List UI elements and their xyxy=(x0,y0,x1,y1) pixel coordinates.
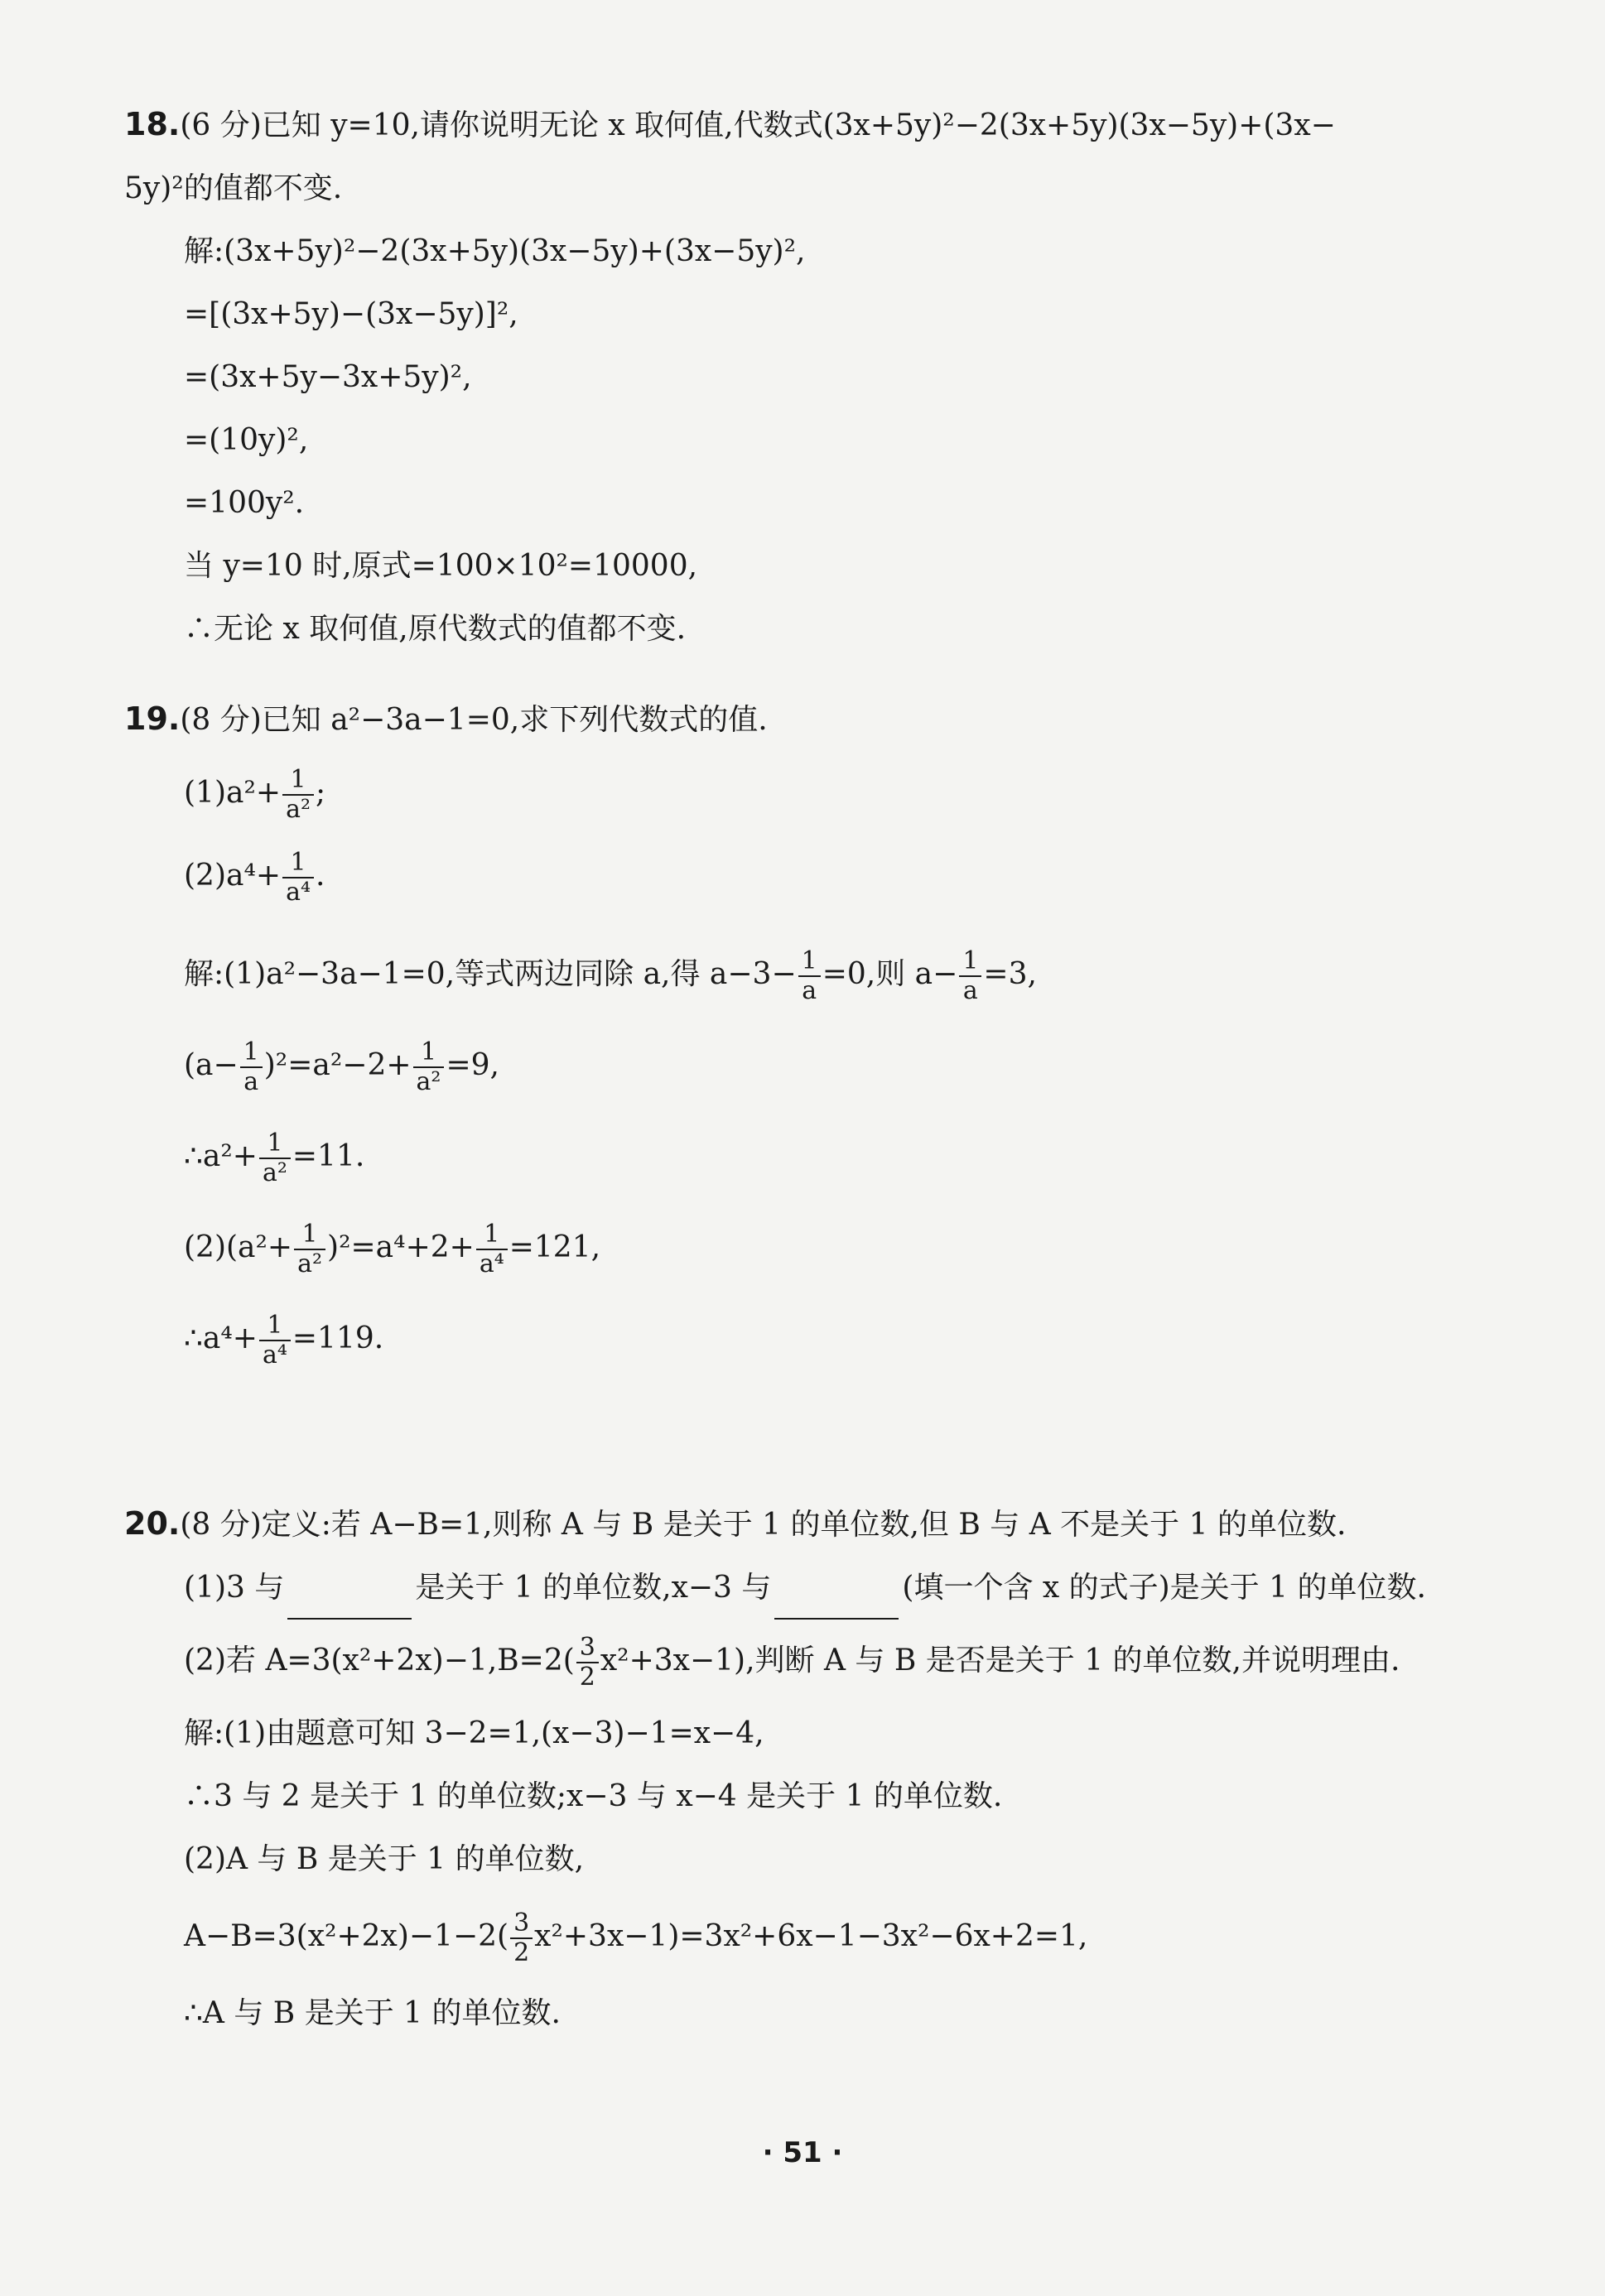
q18-solution-line: ∴无论 x 取何值,原代数式的值都不变. xyxy=(184,612,687,646)
fraction: $\frac{1}{\text{a²}}$ xyxy=(282,766,314,824)
question-19 xyxy=(124,687,1532,1384)
question-20 xyxy=(124,1492,1532,2045)
q19-stem: 19.(8 分)已知 a²−3a−1=0,求下列代数式的值. xyxy=(124,700,768,737)
q19-solution-line2: (a− $\frac{1}{a}$ )²=a²−2+ $\frac{1}{\text{a²}}$ =9, xyxy=(184,1037,499,1096)
q20-stem: 20.(8 分)定义:若 A−B=1,则称 A 与 B 是关于 1 的单位数,但 B 与 A 不是关于 1 的单位数. xyxy=(124,1505,1347,1542)
q19-solution-line1: 解:(1)a²−3a−1=0,等式两边同除 a,得 a−3− $\frac{1}{a}$ =0,则 a− $\frac{1}{a}$ =3, xyxy=(184,946,1037,1005)
q20-part2: (2)若 A=3(x²+2x)−1,B=2( $\frac{3}{2}$ x²+3x−1),判断 A 与 B 是否是关于 1 的单位数,并说明理由. xyxy=(184,1633,1400,1692)
fraction: $\frac{1}{a}$ xyxy=(240,1038,263,1096)
fraction: $\frac{1}{\text{a²}}$ xyxy=(413,1038,445,1096)
q20-solution-line5: ∴A 与 B 是关于 1 的单位数. xyxy=(184,1996,561,2030)
q20-solution-line1: 解:(1)由题意可知 3−2=1,(x−3)−1=x−4, xyxy=(184,1716,764,1750)
q20-part1: (1)3 与 是关于 1 的单位数,x−3 与 (填一个含 x 的式子)是关于 1 的单位数. xyxy=(124,1557,1532,1620)
q18-solution-line: =100y². xyxy=(184,486,305,520)
fraction: $\frac{1}{\text{a²}}$ xyxy=(294,1220,325,1278)
q19-solution-line4: (2)(a²+ $\frac{1}{\text{a²}}$ )²=a⁴+2+ $\frac{1}{\text{a⁴}}$ =121, xyxy=(184,1220,601,1278)
q18-number: 18. xyxy=(124,106,181,142)
q20-number: 20. xyxy=(124,1505,181,1542)
q18-solution-line: =(10y)², xyxy=(184,423,309,457)
fraction: $\frac{1}{a}$ xyxy=(959,947,981,1005)
fraction: $\frac{1}{\text{a⁴}}$ xyxy=(476,1220,508,1278)
q18-stem-line2: 5y)²的值都不变. xyxy=(124,171,343,205)
q18-solution-line: =(3x+5y−3x+5y)², xyxy=(184,360,472,394)
q20-solution-line2: ∴3 与 2 是关于 1 的单位数;x−3 与 x−4 是关于 1 的单位数. xyxy=(184,1779,1003,1813)
q18-solution-line: =[(3x+5y)−(3x−5y)]², xyxy=(184,297,518,331)
q20-solution-line4: A−B=3(x²+2x)−1−2( $\frac{3}{2}$ x²+3x−1)=3x²+6x−1−3x²−6x+2=1, xyxy=(184,1909,1088,1967)
fraction: $\frac{1}{a}$ xyxy=(798,947,821,1005)
q18-solution-line: 解:(3x+5y)²−2(3x+5y)(3x−5y)+(3x−5y)², xyxy=(184,234,806,268)
q19-part2: (2)a⁴+ $\frac{1}{\text{a⁴}}$ . xyxy=(184,848,325,907)
q18-solution-line: 当 y=10 时,原式=100×10²=10000, xyxy=(184,549,698,583)
fraction: $\frac{1}{\text{a⁴}}$ xyxy=(282,849,314,907)
q18-stem-line1: 18.(6 分)已知 y=10,请你说明无论 x 取何值,代数式(3x+5y)²−2(3x+5y)(3x−5y)+(3x− xyxy=(124,106,1336,142)
page-number: · 51 · xyxy=(762,2136,843,2169)
q19-part1: (1)a²+ $\frac{1}{\text{a²}}$ ; xyxy=(184,765,326,824)
question-18 xyxy=(124,93,1532,661)
fraction: $\frac{3}{2}$ xyxy=(510,1909,533,1967)
q19-solution-line5: ∴a⁴+ $\frac{1}{\text{a⁴}}$ =119. xyxy=(184,1311,384,1369)
fraction: $\frac{3}{2}$ xyxy=(576,1634,599,1692)
q19-number: 19. xyxy=(124,700,181,737)
answer-blank[interactable] xyxy=(774,1585,899,1620)
fraction: $\frac{1}{\text{a²}}$ xyxy=(259,1129,291,1187)
q19-solution-line3: ∴a²+ $\frac{1}{\text{a²}}$ =11. xyxy=(184,1129,365,1187)
q20-solution-line3: (2)A 与 B 是关于 1 的单位数, xyxy=(184,1842,585,1876)
answer-blank[interactable] xyxy=(287,1585,412,1620)
fraction: $\frac{1}{\text{a⁴}}$ xyxy=(259,1312,291,1369)
